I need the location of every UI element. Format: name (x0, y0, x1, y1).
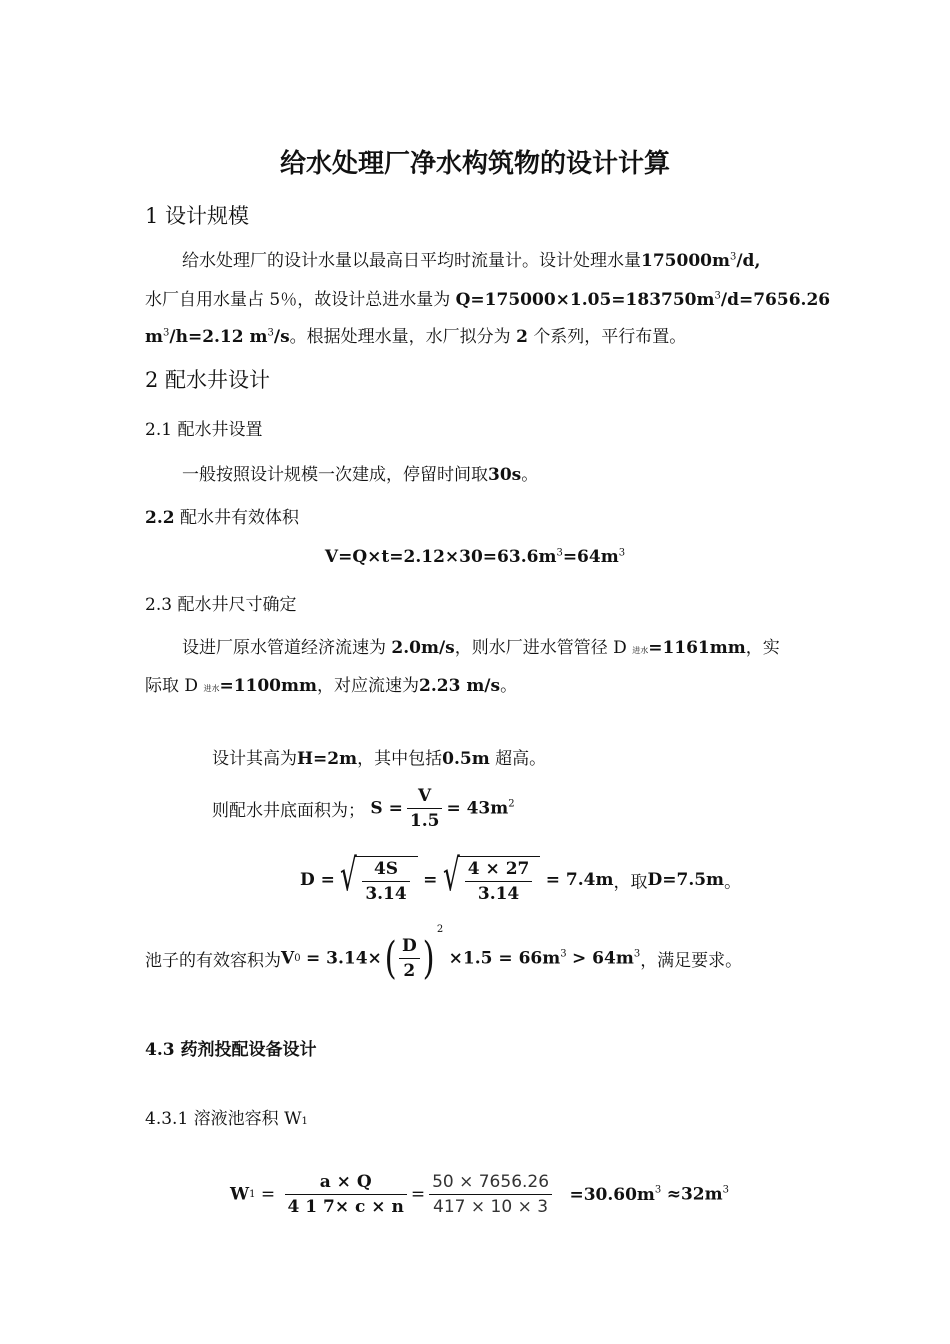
equals: = (423, 870, 438, 890)
formula: V=Q×t=2.12×30=63.6m (324, 547, 557, 567)
subsection-2-2-heading (145, 503, 299, 528)
denominator: 4 1 7× c × n (287, 1197, 404, 1217)
section-1-heading: 1 设计规模 (145, 204, 250, 228)
superscript: 3 (560, 948, 567, 960)
radical-sign: √ (340, 850, 358, 901)
numerator: D (399, 936, 420, 959)
fraction (429, 1172, 552, 1217)
formula-rhs: = 43m (446, 798, 509, 819)
text: 设计其高为 (212, 749, 297, 769)
text: 际取 D (145, 676, 199, 696)
superscript: 3 (633, 948, 641, 960)
numerator: 50 × 7656.26 (429, 1172, 552, 1195)
text: 。 (724, 872, 742, 893)
fraction (362, 859, 409, 904)
superscript: 3 (556, 547, 563, 559)
diameter: =1161mm (648, 638, 746, 658)
subsection-4-3-1-heading (145, 1104, 308, 1129)
result: =30.60m (569, 1184, 655, 1205)
s1-paragraph-line-2 (145, 285, 830, 310)
effective-volume-equation (145, 924, 743, 984)
left-paren: ( (384, 932, 397, 984)
numerator: 4S (362, 859, 409, 882)
text: 。 (500, 676, 518, 696)
subscript: 0 (294, 953, 301, 964)
text: ，其中包括 (357, 749, 443, 769)
text: 则配水井底面积为； (212, 801, 365, 821)
formula-tail: /d=7656.26 (720, 290, 831, 310)
number: 2 (516, 327, 528, 347)
formula-lhs: D = (300, 870, 335, 890)
text: ，满足要求。 (640, 951, 743, 971)
denominator: 3.14 (365, 884, 407, 904)
text: 水厂自用水量占 5％，故设计总进水量为 (145, 290, 456, 310)
fraction (285, 1172, 407, 1217)
text: 给水处理厂的设计水量以最高日平均时流量计。设计处理水量 (182, 251, 641, 271)
superscript: 2 (436, 924, 444, 935)
formula: Q=175000×1.05=183750m (455, 290, 715, 310)
square-root (442, 850, 541, 904)
height-value: H=2m (297, 749, 358, 769)
s1-paragraph-line-3 (145, 322, 686, 347)
denominator: 417 × 10 × 3 (433, 1197, 549, 1217)
superscript: 3 (654, 1184, 662, 1196)
text: ，则水厂进水管管径 D (454, 638, 627, 658)
symbol: W (230, 1184, 250, 1205)
equals: = (410, 1184, 426, 1205)
section-2-heading: 2 配水井设计 (145, 368, 271, 392)
superscript: 3 (618, 547, 626, 559)
unit: /s (273, 327, 290, 347)
fraction (465, 859, 533, 904)
equals: = (260, 1184, 276, 1205)
text: 池子的有效容积为 (145, 951, 281, 971)
subscript: 进水 (632, 646, 649, 655)
result: = 7.4m (545, 870, 614, 890)
area-equation (212, 786, 515, 831)
subscript: 进水 (203, 684, 220, 693)
formula: =64m (562, 547, 619, 567)
unit: m (145, 327, 163, 347)
subscript: 1 (301, 1116, 308, 1127)
page-title: 给水处理厂净水构筑物的设计计算 (279, 149, 670, 179)
number: 30s (488, 465, 522, 485)
fraction (407, 786, 443, 831)
subsection-2-1-heading: 2.1 配水井设置 (145, 420, 263, 440)
denominator: 1.5 (409, 811, 440, 831)
superscript: 3 (714, 290, 721, 302)
numerator: 4 × 27 (465, 859, 533, 882)
s1-paragraph-line-1 (182, 246, 760, 271)
text: ，对应流速为 (317, 676, 419, 696)
text: ，实 (745, 638, 780, 658)
s23-paragraph-line-1 (182, 633, 780, 658)
numerator: V (407, 786, 443, 809)
s21-paragraph (182, 460, 538, 485)
subscript: 1 (249, 1189, 256, 1200)
section-title: 配水井有效体积 (179, 508, 299, 528)
text: 。根据处理水量，水厂拟分为 (289, 327, 511, 347)
velocity: 2.23 m/s (419, 676, 501, 696)
section-number: 2.2 (145, 508, 175, 528)
superscript: 3 (267, 327, 274, 339)
symbol: V (281, 948, 295, 969)
text: 超高。 (495, 749, 547, 769)
superscript: 2 (508, 798, 515, 810)
formula: = 3.14× (305, 948, 382, 969)
text: 一般按照设计规模一次建成，停留时间取 (182, 465, 488, 485)
numerator: a × Q (285, 1172, 407, 1195)
superscript: 3 (722, 1184, 729, 1196)
denominator: 3.14 (477, 884, 520, 904)
text: 个系列，平行布置。 (533, 327, 687, 347)
chosen-diameter: D=7.5m (647, 870, 725, 890)
subsection-2-3-heading: 2.3 配水井尺寸确定 (145, 595, 297, 615)
superscript: 3 (729, 251, 737, 263)
right-paren: ) (422, 932, 435, 984)
diameter: =1100mm (219, 676, 317, 696)
formula: ×1.5 = 66m (448, 948, 561, 969)
text: 4.3.1 溶液池容积 W (145, 1109, 302, 1129)
fraction (399, 936, 420, 981)
number: 175000m (641, 251, 730, 271)
formula-lhs: S = (370, 798, 403, 819)
text: ，取 (613, 872, 648, 893)
section-4-3-heading: 4.3 药剂投配设备设计 (145, 1040, 317, 1060)
superscript: 3 (163, 327, 170, 339)
s23-paragraph-line-2 (145, 671, 517, 696)
unit: /h=2.12 m (169, 327, 268, 347)
text: 。 (521, 465, 539, 485)
formula: > 64m (572, 948, 634, 969)
text: 设进厂原水管道经济流速为 (182, 638, 386, 658)
velocity: 2.0m/s (391, 638, 455, 658)
square-root (340, 850, 417, 904)
solution-volume-equation (230, 1172, 729, 1217)
volume-equation (0, 547, 950, 567)
freeboard-value: 0.5m (442, 749, 490, 769)
diameter-equation (300, 850, 742, 904)
radical-sign: √ (442, 850, 460, 901)
height-paragraph (212, 744, 546, 769)
rounded-result: ≈32m (666, 1184, 723, 1205)
denominator: 2 (403, 961, 416, 981)
unit: /d, (736, 251, 761, 271)
